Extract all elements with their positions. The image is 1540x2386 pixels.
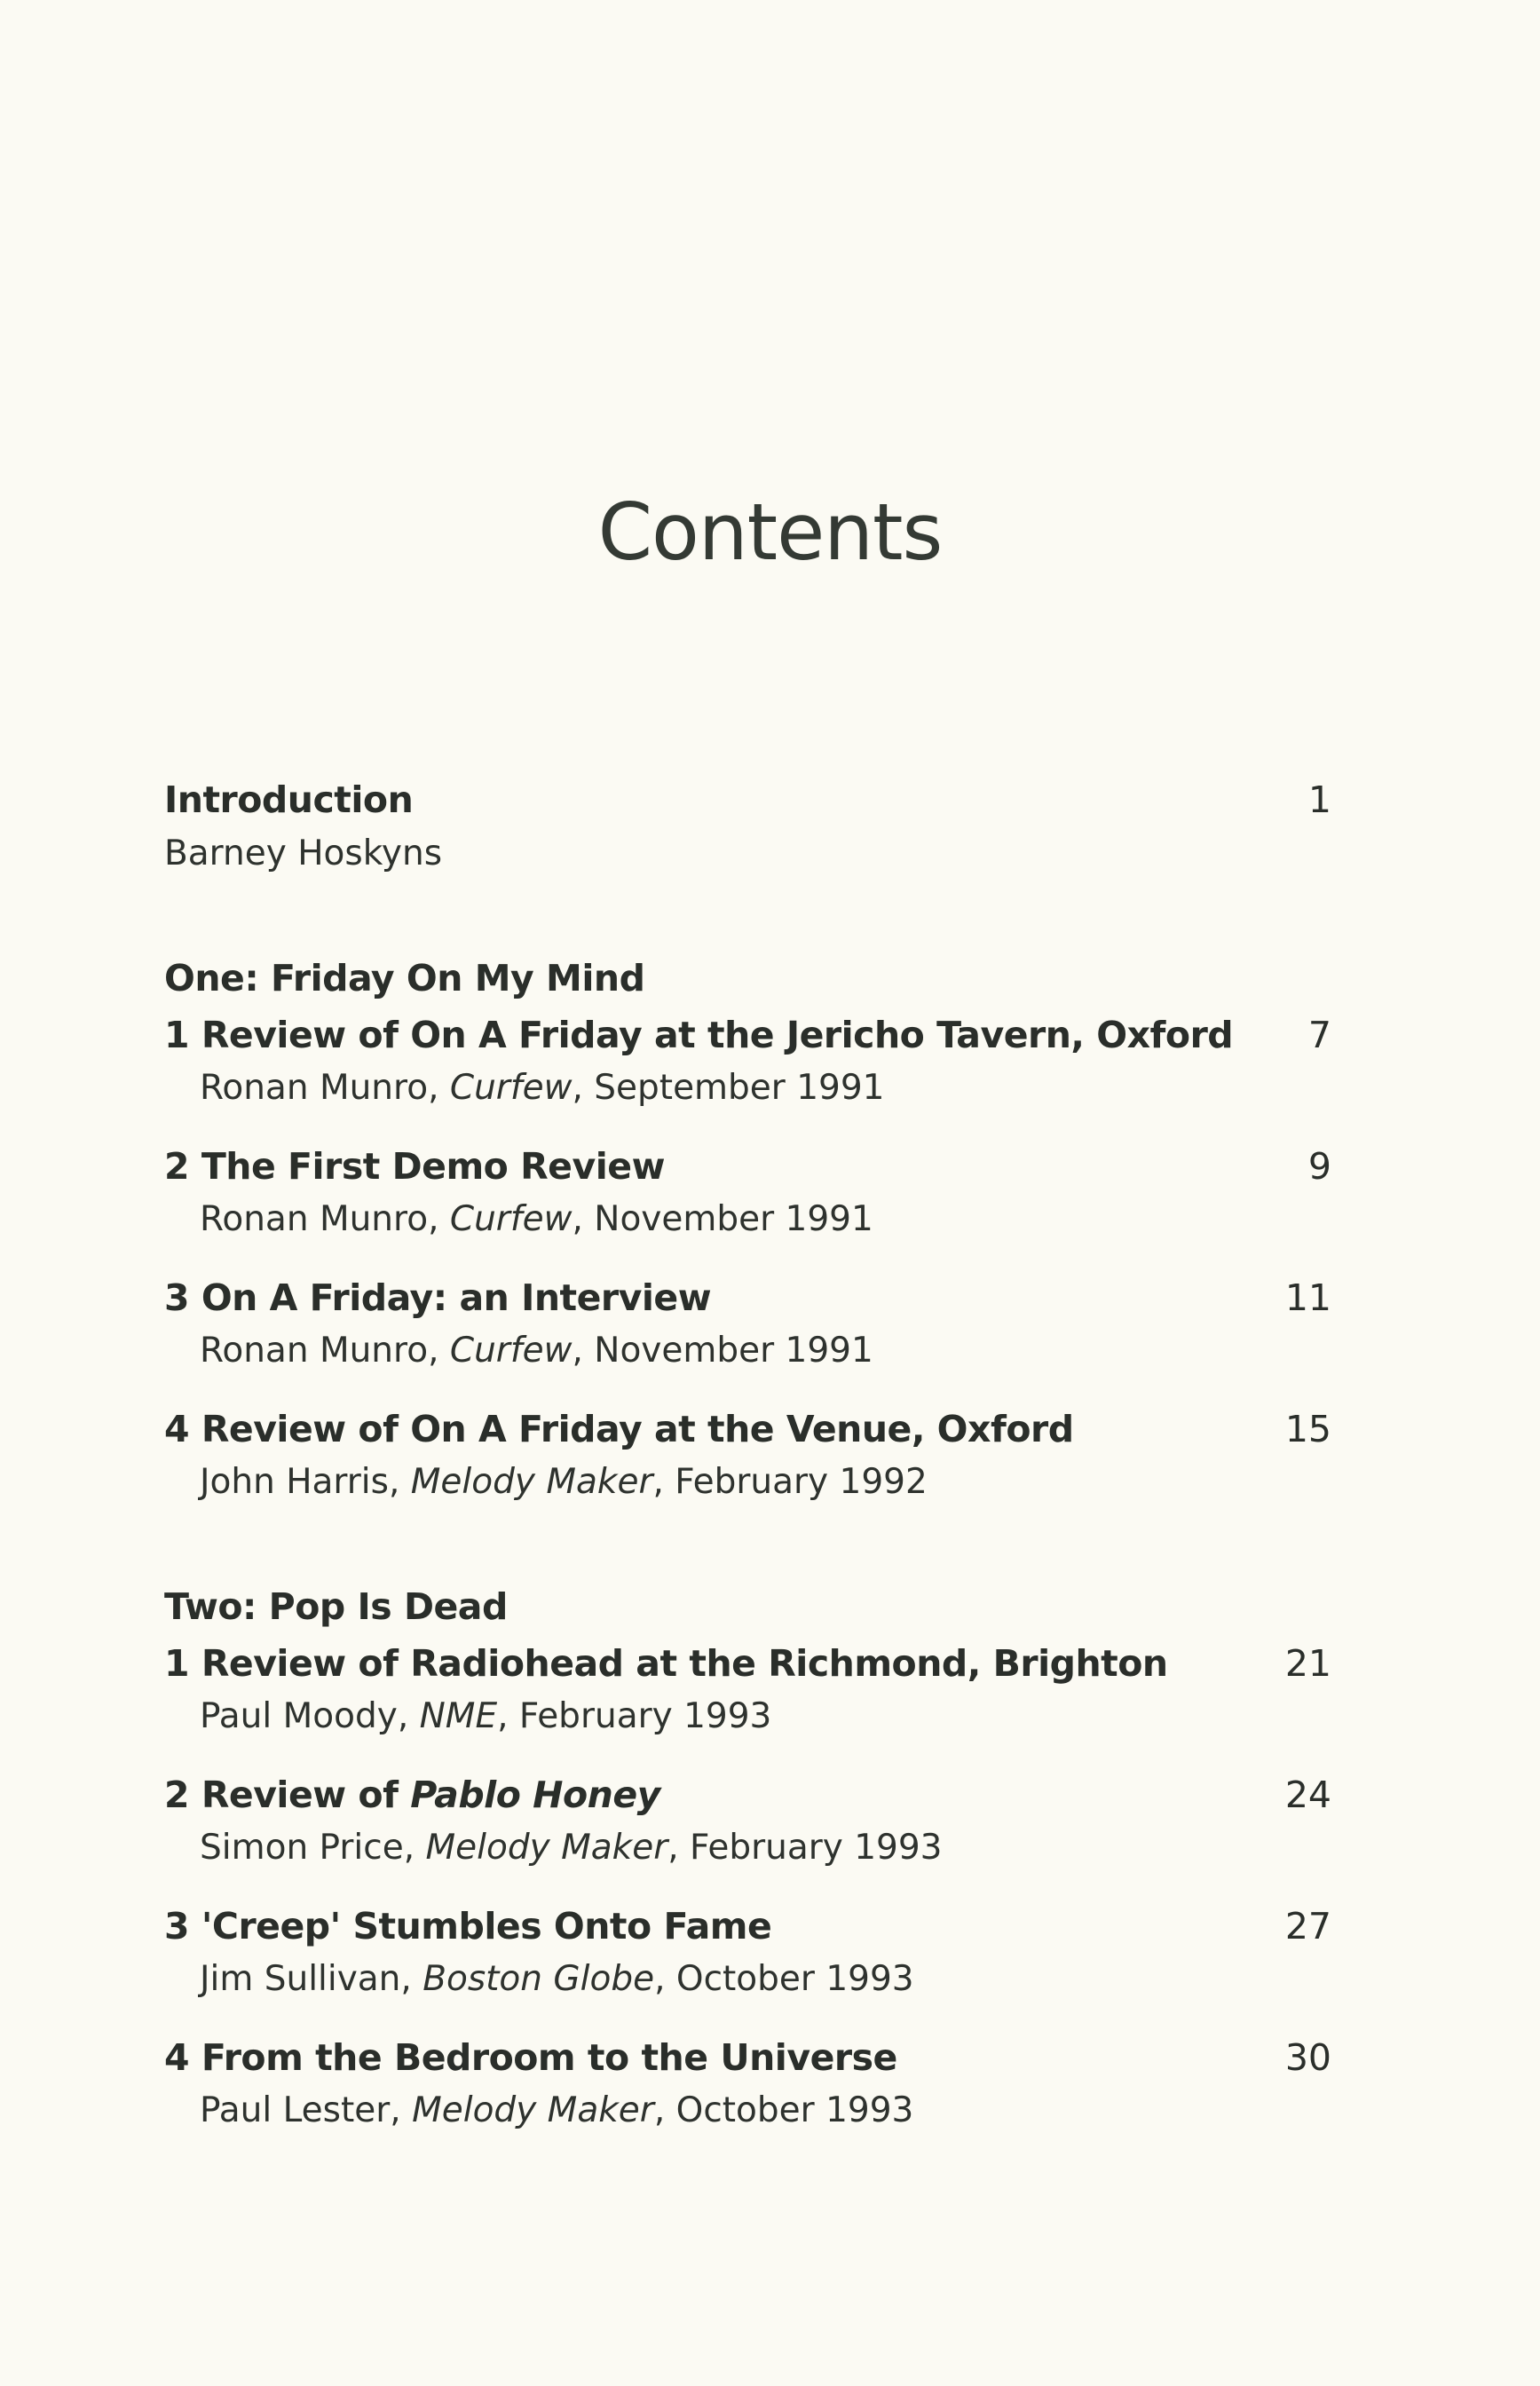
toc-entry-heading: From the Bedroom to the Universe xyxy=(201,2036,897,2079)
toc-entry-title: Introduction xyxy=(164,778,414,821)
toc-heading-row xyxy=(164,1269,1331,1326)
toc-heading-row xyxy=(164,1766,1331,1823)
toc-author: John Harris xyxy=(200,1462,389,1502)
toc-entry-title xyxy=(164,1766,660,1823)
toc-page-number: 15 xyxy=(1284,1408,1331,1450)
toc-byline: Paul Moody, NME, February 1993 xyxy=(200,1696,772,1736)
toc-entry-heading: 'Creep' Stumbles Onto Fame xyxy=(201,1905,772,1948)
toc-entry-number: 4 xyxy=(164,1408,190,1450)
toc-entry-introduction[interactable] xyxy=(164,770,1331,879)
toc-entry-title xyxy=(164,1007,1233,1063)
toc-heading-row xyxy=(164,1898,1331,1955)
toc-publication: Curfew xyxy=(449,1331,573,1371)
toc-page-number: 24 xyxy=(1284,1774,1331,1816)
toc-heading-row xyxy=(164,1007,1331,1063)
toc-byline: Ronan Munro, Curfew, November 1991 xyxy=(200,1331,873,1371)
toc-entry-heading-italic: Pablo Honey xyxy=(410,1774,660,1816)
toc-section-one xyxy=(164,950,1331,1507)
toc-entry-heading: On A Friday: an Interview xyxy=(201,1276,712,1319)
toc-byline: Jim Sullivan, Boston Globe, October 1993 xyxy=(200,1959,914,1999)
toc-page-number: 1 xyxy=(1307,778,1331,821)
toc-publication: Melody Maker xyxy=(425,1828,668,1868)
toc-page-number: 30 xyxy=(1284,2036,1331,2079)
toc-section-two xyxy=(164,1578,1331,2136)
toc-date: October 1993 xyxy=(675,1959,914,1999)
toc-entry-title xyxy=(164,1898,771,1955)
toc-author: Simon Price xyxy=(200,1828,404,1868)
toc-author: Ronan Munro xyxy=(200,1331,429,1371)
toc-date: October 1993 xyxy=(675,2090,914,2130)
toc-entry[interactable] xyxy=(164,1401,1331,1507)
toc-date: November 1991 xyxy=(594,1199,873,1239)
toc-publication: Melody Maker xyxy=(412,2090,654,2130)
toc-publication: Melody Maker xyxy=(410,1462,653,1502)
toc-heading-row xyxy=(164,1635,1331,1692)
toc-entry-heading: Review of On A Friday at the Jericho Tavern, Oxford xyxy=(201,1014,1234,1056)
toc-byline: Paul Lester, Melody Maker, October 1993 xyxy=(200,2090,914,2130)
toc-entry[interactable] xyxy=(164,2029,1331,2136)
toc-entry-title xyxy=(164,2029,897,2086)
toc-byline: Simon Price, Melody Maker, February 1993 xyxy=(200,1828,943,1868)
toc-entry-heading: Review of Radiohead at the Richmond, Brighton xyxy=(201,1642,1168,1685)
table-of-contents xyxy=(164,770,1331,2161)
toc-entry-heading-prefix: Review of xyxy=(201,1774,399,1816)
toc-entry-title xyxy=(164,1401,1074,1458)
toc-entry-number: 3 xyxy=(164,1276,190,1319)
toc-author: Jim Sullivan xyxy=(200,1959,401,1999)
toc-byline: John Harris, Melody Maker, February 1992 xyxy=(200,1462,928,1502)
toc-author: Paul Moody xyxy=(200,1696,398,1736)
toc-heading-row xyxy=(164,770,1331,829)
toc-author: Paul Lester xyxy=(200,2090,391,2130)
toc-author: Ronan Munro xyxy=(200,1068,429,1108)
toc-heading-row xyxy=(164,1401,1331,1458)
toc-entry-number: 1 xyxy=(164,1014,190,1056)
section-title: One: Friday On My Mind xyxy=(164,957,645,999)
toc-entry[interactable] xyxy=(164,1898,1331,2004)
toc-entry-title xyxy=(164,1269,711,1326)
toc-entry[interactable] xyxy=(164,1007,1331,1113)
toc-heading-row xyxy=(164,2029,1331,2086)
toc-page-number: 21 xyxy=(1284,1642,1331,1685)
toc-page-number: 7 xyxy=(1307,1014,1331,1056)
toc-publication: Curfew xyxy=(449,1199,573,1239)
toc-entry-title xyxy=(164,1138,665,1195)
toc-date: February 1993 xyxy=(518,1696,772,1736)
toc-page-number: 11 xyxy=(1284,1276,1331,1319)
toc-entry-number: 1 xyxy=(164,1642,190,1685)
toc-entry-number: 3 xyxy=(164,1905,190,1948)
toc-entry-number: 2 xyxy=(164,1774,190,1816)
toc-date: February 1992 xyxy=(675,1462,928,1502)
toc-entry[interactable] xyxy=(164,1269,1331,1376)
toc-date: November 1991 xyxy=(594,1331,873,1371)
toc-entry-number: 4 xyxy=(164,2036,190,2079)
section-title: Two: Pop Is Dead xyxy=(164,1585,508,1628)
toc-entry-number: 2 xyxy=(164,1145,190,1188)
page-title: Contents xyxy=(597,486,943,578)
toc-publication: NME xyxy=(419,1696,498,1736)
toc-date: February 1993 xyxy=(690,1828,943,1868)
toc-page-number: 9 xyxy=(1307,1145,1331,1188)
toc-publication: Curfew xyxy=(449,1068,573,1108)
toc-heading-row xyxy=(164,1138,1331,1195)
toc-entry[interactable] xyxy=(164,1138,1331,1244)
toc-byline: Ronan Munro, Curfew, September 1991 xyxy=(200,1068,885,1108)
toc-byline xyxy=(164,829,1331,879)
toc-date: September 1991 xyxy=(594,1068,885,1108)
toc-entry[interactable] xyxy=(164,1635,1331,1742)
toc-byline: Ronan Munro, Curfew, November 1991 xyxy=(200,1199,873,1239)
toc-author: Ronan Munro xyxy=(200,1199,429,1239)
toc-publication: Boston Globe xyxy=(423,1959,655,1999)
toc-entry-heading: Review of On A Friday at the Venue, Oxford xyxy=(201,1408,1074,1450)
toc-entry-heading: The First Demo Review xyxy=(201,1145,665,1188)
toc-entry-title xyxy=(164,1635,1168,1692)
toc-entry[interactable] xyxy=(164,1766,1331,1873)
toc-page-number: 27 xyxy=(1284,1905,1331,1948)
toc-author: Barney Hoskyns xyxy=(164,834,443,873)
